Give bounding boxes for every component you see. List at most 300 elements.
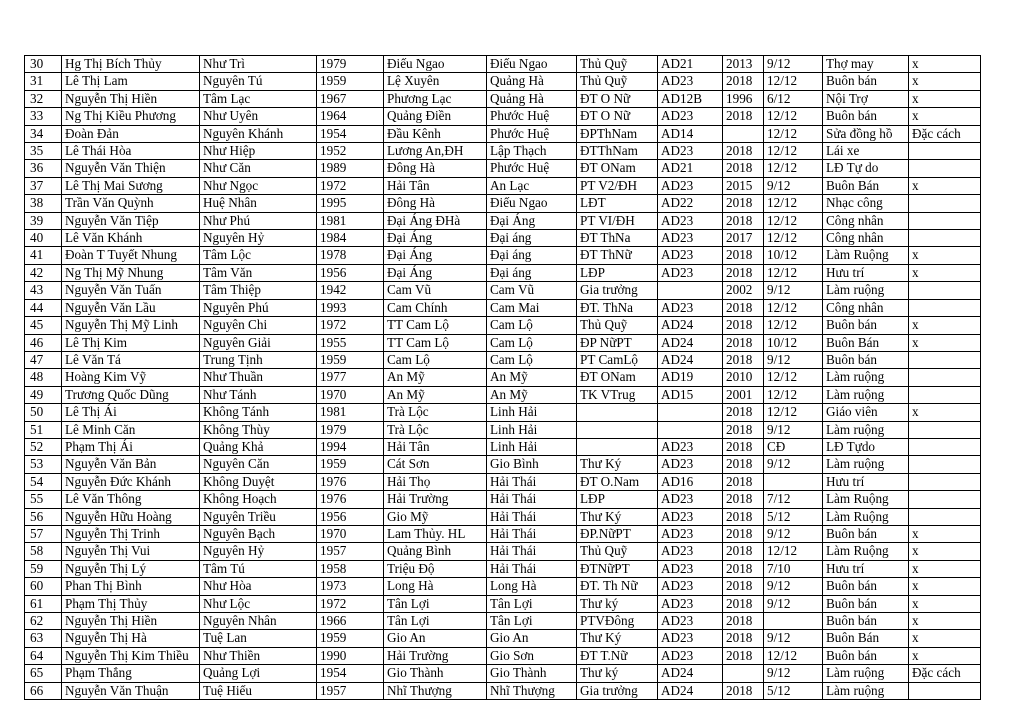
- cell-stt: 62: [25, 613, 62, 630]
- cell-year: [723, 665, 764, 682]
- cell-stt: 43: [25, 282, 62, 299]
- cell-occupation: Làm Ruộng: [823, 508, 909, 525]
- cell-full-name: Phan Thị Bình: [62, 578, 200, 595]
- cell-birthplace: Hải Tân: [384, 177, 487, 194]
- table-row: [25, 578, 981, 595]
- cell-stt: 42: [25, 264, 62, 281]
- cell-education: 7/10: [764, 560, 823, 577]
- cell-stt: 36: [25, 160, 62, 177]
- table-row: [25, 282, 981, 299]
- cell-birthplace: Long Hà: [384, 578, 487, 595]
- cell-unit-code: AD23: [658, 491, 723, 508]
- cell-education: 9/12: [764, 56, 823, 73]
- cell-role: Thủ Quỹ: [577, 73, 658, 90]
- cell-residence: Linh Hải: [487, 421, 577, 438]
- cell-unit-code: AD23: [658, 578, 723, 595]
- cell-role: [577, 421, 658, 438]
- cell-year: 2018: [723, 630, 764, 647]
- cell-birthplace: Hải Tân: [384, 438, 487, 455]
- cell-occupation: Buôn bán: [823, 108, 909, 125]
- cell-note: x: [909, 90, 981, 107]
- table-row: [25, 456, 981, 473]
- cell-occupation: Buôn bán: [823, 578, 909, 595]
- cell-dharma-name: Nguyên Nhân: [200, 613, 317, 630]
- cell-full-name: Lê Văn Khánh: [62, 230, 200, 247]
- cell-note: Đặc cách: [909, 665, 981, 682]
- cell-occupation: Làm ruộng: [823, 386, 909, 403]
- cell-education: 12/12: [764, 108, 823, 125]
- cell-note: x: [909, 543, 981, 560]
- cell-residence: Tân Lợi: [487, 595, 577, 612]
- cell-full-name: Nguyễn Văn Thiện: [62, 160, 200, 177]
- cell-role: LĐP: [577, 264, 658, 281]
- cell-full-name: Nguyễn Thị Vui: [62, 543, 200, 560]
- cell-residence: Hải Thái: [487, 525, 577, 542]
- table-row: [25, 177, 981, 194]
- cell-role: ĐTThNam: [577, 143, 658, 160]
- cell-note: [909, 508, 981, 525]
- cell-dharma-name: Như Thiền: [200, 647, 317, 664]
- cell-stt: 51: [25, 421, 62, 438]
- cell-birth-year: 1972: [317, 177, 384, 194]
- cell-birthplace: Cát Sơn: [384, 456, 487, 473]
- cell-note: x: [909, 404, 981, 421]
- cell-year: 2018: [723, 491, 764, 508]
- cell-year: 2018: [723, 560, 764, 577]
- table-row: [25, 317, 981, 334]
- cell-education: 12/12: [764, 647, 823, 664]
- cell-education: 7/12: [764, 491, 823, 508]
- cell-unit-code: AD23: [658, 143, 723, 160]
- cell-education: 9/12: [764, 665, 823, 682]
- cell-dharma-name: Như Hiệp: [200, 143, 317, 160]
- cell-occupation: Nội Trợ: [823, 90, 909, 107]
- cell-note: x: [909, 613, 981, 630]
- cell-role: ĐT T.Nữ: [577, 647, 658, 664]
- table-row: [25, 351, 981, 368]
- cell-note: Đặc cách: [909, 125, 981, 142]
- cell-birthplace: Hải Thọ: [384, 473, 487, 490]
- cell-residence: An Mỹ: [487, 386, 577, 403]
- cell-year: 2018: [723, 73, 764, 90]
- cell-occupation: Sửa đồng hồ: [823, 125, 909, 142]
- cell-year: 2018: [723, 351, 764, 368]
- cell-full-name: Nguyễn Văn Tiệp: [62, 212, 200, 229]
- cell-residence: Đại áng: [487, 264, 577, 281]
- cell-residence: An Lạc: [487, 177, 577, 194]
- cell-unit-code: AD23: [658, 508, 723, 525]
- cell-occupation: Buôn bán: [823, 647, 909, 664]
- cell-year: 2018: [723, 473, 764, 490]
- cell-birth-year: 1994: [317, 438, 384, 455]
- cell-dharma-name: Quảng Lợi: [200, 665, 317, 682]
- table-row: [25, 212, 981, 229]
- cell-residence: Gio An: [487, 630, 577, 647]
- table-row: [25, 90, 981, 107]
- cell-role: Thủ Quỹ: [577, 317, 658, 334]
- cell-year: 2018: [723, 595, 764, 612]
- cell-residence: Đại Áng: [487, 212, 577, 229]
- cell-unit-code: AD24: [658, 317, 723, 334]
- table-row: [25, 438, 981, 455]
- cell-year: 2015: [723, 177, 764, 194]
- cell-birth-year: 1981: [317, 404, 384, 421]
- cell-occupation: Hưu trí: [823, 473, 909, 490]
- cell-occupation: Buôn Bán: [823, 177, 909, 194]
- cell-dharma-name: Tâm Văn: [200, 264, 317, 281]
- cell-residence: Tân Lợi: [487, 613, 577, 630]
- cell-dharma-name: Tâm Tú: [200, 560, 317, 577]
- cell-stt: 34: [25, 125, 62, 142]
- cell-unit-code: AD23: [658, 247, 723, 264]
- cell-year: 2018: [723, 264, 764, 281]
- cell-dharma-name: Quảng Khả: [200, 438, 317, 455]
- cell-role: PT CamLộ: [577, 351, 658, 368]
- cell-occupation: Công nhân: [823, 212, 909, 229]
- cell-residence: Phước Huệ: [487, 160, 577, 177]
- cell-birth-year: 1995: [317, 195, 384, 212]
- cell-year: 2018: [723, 421, 764, 438]
- cell-role: ĐT O.Nam: [577, 473, 658, 490]
- cell-occupation: Thợ may: [823, 56, 909, 73]
- cell-full-name: Nguyễn Thị Mỹ Linh: [62, 317, 200, 334]
- cell-year: [723, 125, 764, 142]
- cell-note: x: [909, 525, 981, 542]
- cell-dharma-name: Tâm Thiệp: [200, 282, 317, 299]
- cell-dharma-name: Nguyên Bạch: [200, 525, 317, 542]
- cell-education: CĐ: [764, 438, 823, 455]
- cell-residence: Hải Thái: [487, 508, 577, 525]
- table-row: [25, 56, 981, 73]
- cell-note: [909, 299, 981, 316]
- cell-education: 10/12: [764, 247, 823, 264]
- cell-role: ĐT O Nữ: [577, 90, 658, 107]
- cell-occupation: Làm Ruộng: [823, 491, 909, 508]
- cell-dharma-name: Nguyên Hỷ: [200, 230, 317, 247]
- cell-residence: Cam Lộ: [487, 317, 577, 334]
- cell-note: x: [909, 560, 981, 577]
- cell-birth-year: 1959: [317, 630, 384, 647]
- table-row: [25, 247, 981, 264]
- cell-stt: 47: [25, 351, 62, 368]
- cell-occupation: Làm ruộng: [823, 682, 909, 699]
- cell-residence: Quảng Hà: [487, 90, 577, 107]
- cell-unit-code: AD14: [658, 125, 723, 142]
- cell-education: 5/12: [764, 508, 823, 525]
- cell-birthplace: Đầu Kênh: [384, 125, 487, 142]
- cell-birth-year: 1954: [317, 665, 384, 682]
- cell-residence: Cam Mai: [487, 299, 577, 316]
- cell-role: Thủ Quỹ: [577, 56, 658, 73]
- cell-dharma-name: Nguyên Căn: [200, 456, 317, 473]
- cell-occupation: Buôn bán: [823, 613, 909, 630]
- cell-note: x: [909, 247, 981, 264]
- cell-dharma-name: Không Hoạch: [200, 491, 317, 508]
- cell-occupation: Buôn bán: [823, 351, 909, 368]
- cell-stt: 31: [25, 73, 62, 90]
- cell-stt: 37: [25, 177, 62, 194]
- cell-occupation: Làm ruộng: [823, 421, 909, 438]
- cell-year: 2018: [723, 108, 764, 125]
- cell-stt: 59: [25, 560, 62, 577]
- cell-dharma-name: Như Phú: [200, 212, 317, 229]
- cell-dharma-name: Tâm Lộc: [200, 247, 317, 264]
- cell-note: x: [909, 108, 981, 125]
- cell-birthplace: Nhĩ Thượng: [384, 682, 487, 699]
- cell-birthplace: Cam Vũ: [384, 282, 487, 299]
- cell-full-name: Phạm Thị Thủy: [62, 595, 200, 612]
- cell-birth-year: 1976: [317, 491, 384, 508]
- cell-residence: Linh Hải: [487, 438, 577, 455]
- cell-year: 2018: [723, 578, 764, 595]
- cell-residence: Nhĩ Thượng: [487, 682, 577, 699]
- cell-role: Thủ Quỹ: [577, 543, 658, 560]
- cell-unit-code: AD23: [658, 560, 723, 577]
- cell-full-name: Trương Quốc Dũng: [62, 386, 200, 403]
- cell-education: 9/12: [764, 595, 823, 612]
- cell-unit-code: AD23: [658, 613, 723, 630]
- cell-year: 2017: [723, 230, 764, 247]
- cell-role: TK VTrug: [577, 386, 658, 403]
- cell-dharma-name: Như Hòa: [200, 578, 317, 595]
- cell-year: 2018: [723, 508, 764, 525]
- cell-birth-year: 1981: [317, 212, 384, 229]
- cell-year: 2002: [723, 282, 764, 299]
- cell-stt: 40: [25, 230, 62, 247]
- cell-year: 2018: [723, 195, 764, 212]
- cell-residence: Cam Vũ: [487, 282, 577, 299]
- cell-note: x: [909, 334, 981, 351]
- cell-full-name: Nguyễn Thị Trinh: [62, 525, 200, 542]
- cell-year: 2018: [723, 334, 764, 351]
- cell-stt: 44: [25, 299, 62, 316]
- cell-residence: Gio Sơn: [487, 647, 577, 664]
- cell-full-name: Nguyễn Thị Hiền: [62, 613, 200, 630]
- cell-full-name: Lê Thị Lam: [62, 73, 200, 90]
- cell-dharma-name: Nguyên Khánh: [200, 125, 317, 142]
- cell-dharma-name: Như Ngọc: [200, 177, 317, 194]
- cell-unit-code: AD24: [658, 665, 723, 682]
- table-row: [25, 613, 981, 630]
- table-row: [25, 404, 981, 421]
- cell-birthplace: Trà Lộc: [384, 404, 487, 421]
- cell-role: Thư Ký: [577, 456, 658, 473]
- cell-occupation: Công nhân: [823, 230, 909, 247]
- cell-occupation: Buôn bán: [823, 73, 909, 90]
- cell-note: [909, 456, 981, 473]
- cell-birthplace: TT Cam Lộ: [384, 334, 487, 351]
- cell-dharma-name: Như Uyên: [200, 108, 317, 125]
- cell-full-name: Nguyễn Thị Hà: [62, 630, 200, 647]
- cell-dharma-name: Không Duyệt: [200, 473, 317, 490]
- cell-birth-year: 1952: [317, 143, 384, 160]
- cell-dharma-name: Nguyên Phú: [200, 299, 317, 316]
- table-row: [25, 560, 981, 577]
- cell-unit-code: AD23: [658, 456, 723, 473]
- cell-birth-year: 1993: [317, 299, 384, 316]
- cell-stt: 48: [25, 369, 62, 386]
- cell-dharma-name: Nguyên Hỷ: [200, 543, 317, 560]
- member-table: [24, 55, 981, 700]
- cell-full-name: Nguyễn Văn Tuấn: [62, 282, 200, 299]
- cell-note: [909, 230, 981, 247]
- cell-education: 12/12: [764, 299, 823, 316]
- cell-note: x: [909, 264, 981, 281]
- cell-note: x: [909, 317, 981, 334]
- cell-year: 1996: [723, 90, 764, 107]
- cell-stt: 35: [25, 143, 62, 160]
- cell-dharma-name: Không Tánh: [200, 404, 317, 421]
- cell-birthplace: Gio An: [384, 630, 487, 647]
- cell-birthplace: Triệu Độ: [384, 560, 487, 577]
- table-row: [25, 595, 981, 612]
- cell-stt: 60: [25, 578, 62, 595]
- cell-unit-code: AD23: [658, 212, 723, 229]
- cell-note: x: [909, 578, 981, 595]
- cell-year: 2013: [723, 56, 764, 73]
- cell-unit-code: AD24: [658, 334, 723, 351]
- cell-birth-year: 1977: [317, 369, 384, 386]
- cell-dharma-name: Huệ Nhân: [200, 195, 317, 212]
- cell-full-name: Nguyễn Văn Lầu: [62, 299, 200, 316]
- cell-role: [577, 404, 658, 421]
- cell-year: 2018: [723, 404, 764, 421]
- cell-birthplace: Đông Hà: [384, 160, 487, 177]
- cell-birth-year: 1972: [317, 317, 384, 334]
- cell-birth-year: 1954: [317, 125, 384, 142]
- cell-education: 9/12: [764, 351, 823, 368]
- cell-education: 12/12: [764, 160, 823, 177]
- cell-role: ĐT. ThNa: [577, 299, 658, 316]
- cell-occupation: LĐ Tự do: [823, 160, 909, 177]
- cell-unit-code: AD12B: [658, 90, 723, 107]
- cell-note: x: [909, 630, 981, 647]
- member-table-body: [25, 56, 981, 700]
- cell-birthplace: Phương Lạc: [384, 90, 487, 107]
- cell-birthplace: Quảng Bình: [384, 543, 487, 560]
- cell-education: 9/12: [764, 421, 823, 438]
- cell-birth-year: 1978: [317, 247, 384, 264]
- cell-birthplace: An Mỹ: [384, 369, 487, 386]
- cell-unit-code: AD23: [658, 264, 723, 281]
- cell-occupation: Buôn Bán: [823, 630, 909, 647]
- cell-residence: Điếu Ngao: [487, 56, 577, 73]
- cell-residence: Cam Lộ: [487, 351, 577, 368]
- cell-full-name: Phạm Thị Ái: [62, 438, 200, 455]
- cell-role: Thư ký: [577, 595, 658, 612]
- cell-residence: Phước Huệ: [487, 125, 577, 142]
- cell-education: 12/12: [764, 212, 823, 229]
- cell-residence: Đại áng: [487, 230, 577, 247]
- cell-dharma-name: Tâm Lạc: [200, 90, 317, 107]
- cell-residence: Hải Thái: [487, 543, 577, 560]
- cell-year: 2018: [723, 212, 764, 229]
- cell-occupation: Làm Ruộng: [823, 247, 909, 264]
- cell-full-name: Nguyễn Đức Khánh: [62, 473, 200, 490]
- cell-full-name: Lê Thị Kim: [62, 334, 200, 351]
- cell-dharma-name: Như Trì: [200, 56, 317, 73]
- cell-year: 2018: [723, 247, 764, 264]
- cell-residence: Long Hà: [487, 578, 577, 595]
- cell-birth-year: 1989: [317, 160, 384, 177]
- table-row: [25, 195, 981, 212]
- cell-dharma-name: Tuệ Lan: [200, 630, 317, 647]
- cell-unit-code: [658, 421, 723, 438]
- cell-stt: 38: [25, 195, 62, 212]
- cell-dharma-name: Nguyên Giải: [200, 334, 317, 351]
- cell-role: ĐT ONam: [577, 369, 658, 386]
- cell-full-name: Nguyễn Thị Kim Thiều: [62, 647, 200, 664]
- cell-stt: 64: [25, 647, 62, 664]
- cell-occupation: Làm ruộng: [823, 456, 909, 473]
- cell-education: 12/12: [764, 369, 823, 386]
- table-row: [25, 508, 981, 525]
- cell-birth-year: 1979: [317, 421, 384, 438]
- table-row: [25, 421, 981, 438]
- cell-year: 2018: [723, 682, 764, 699]
- table-row: [25, 299, 981, 316]
- cell-birthplace: Gio Mỹ: [384, 508, 487, 525]
- cell-full-name: Nguyễn Văn Bản: [62, 456, 200, 473]
- cell-education: 5/12: [764, 682, 823, 699]
- cell-birthplace: Hải Trường: [384, 491, 487, 508]
- cell-dharma-name: Nguyên Chi: [200, 317, 317, 334]
- cell-birth-year: 1956: [317, 264, 384, 281]
- cell-note: [909, 386, 981, 403]
- cell-birth-year: 1972: [317, 595, 384, 612]
- cell-education: 12/12: [764, 543, 823, 560]
- cell-birth-year: 1959: [317, 456, 384, 473]
- cell-occupation: Buôn bán: [823, 525, 909, 542]
- cell-role: Gia trưởng: [577, 682, 658, 699]
- table-row: [25, 473, 981, 490]
- cell-education: 9/12: [764, 525, 823, 542]
- cell-birth-year: 1976: [317, 473, 384, 490]
- cell-stt: 56: [25, 508, 62, 525]
- cell-full-name: Lê Minh Căn: [62, 421, 200, 438]
- cell-full-name: Nguyễn Văn Thuận: [62, 682, 200, 699]
- cell-role: LĐP: [577, 491, 658, 508]
- cell-residence: Gio Thành: [487, 665, 577, 682]
- cell-stt: 45: [25, 317, 62, 334]
- table-row: [25, 73, 981, 90]
- cell-birth-year: 1979: [317, 56, 384, 73]
- cell-occupation: Buôn Bán: [823, 334, 909, 351]
- cell-stt: 39: [25, 212, 62, 229]
- cell-occupation: Hưu trí: [823, 560, 909, 577]
- cell-full-name: Nguyễn Hữu Hoàng: [62, 508, 200, 525]
- cell-role: [577, 438, 658, 455]
- cell-dharma-name: Nguyên Tú: [200, 73, 317, 90]
- cell-full-name: Phạm Thắng: [62, 665, 200, 682]
- cell-birth-year: 1970: [317, 525, 384, 542]
- cell-role: PT V2/ĐH: [577, 177, 658, 194]
- cell-occupation: Làm ruộng: [823, 282, 909, 299]
- cell-birthplace: Hải Trường: [384, 647, 487, 664]
- cell-birthplace: Lam Thủy. HL: [384, 525, 487, 542]
- cell-birthplace: An Mỹ: [384, 386, 487, 403]
- cell-unit-code: AD23: [658, 525, 723, 542]
- cell-note: [909, 473, 981, 490]
- cell-unit-code: AD23: [658, 299, 723, 316]
- cell-birthplace: Lương An,ĐH: [384, 143, 487, 160]
- cell-unit-code: AD15: [658, 386, 723, 403]
- cell-birthplace: Cam Chính: [384, 299, 487, 316]
- cell-full-name: Hg Thị Bích Thủy: [62, 56, 200, 73]
- cell-stt: 52: [25, 438, 62, 455]
- cell-stt: 55: [25, 491, 62, 508]
- cell-role: ĐP NữPT: [577, 334, 658, 351]
